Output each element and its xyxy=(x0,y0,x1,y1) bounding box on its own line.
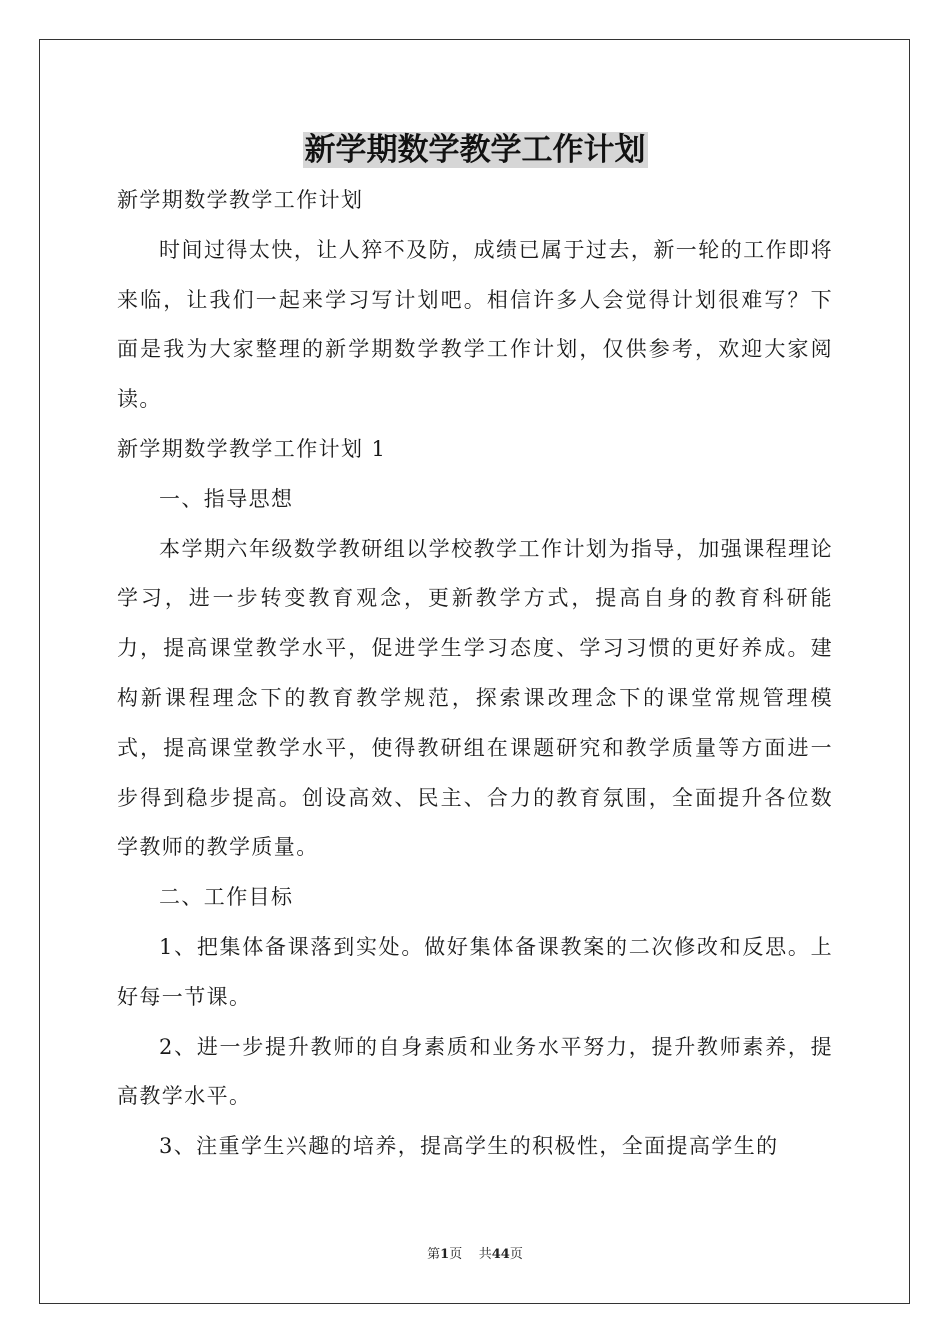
footer-page-prefix: 第 xyxy=(427,1247,441,1262)
paragraph-subtitle: 新学期数学教学工作计划 xyxy=(117,188,364,212)
list-item-goal-1: 1、把集体备课落到实处。做好集体备课教案的二次修改和反思。上好每一节课。 xyxy=(117,934,833,1009)
document-title xyxy=(0,128,950,172)
footer-total-pages: 44 xyxy=(491,1247,510,1262)
heading-guiding-ideology: 一、指导思想 xyxy=(159,486,294,511)
footer-total-suffix: 页 xyxy=(509,1247,523,1262)
page-footer xyxy=(0,1245,950,1265)
paragraph-intro: 时间过得太快，让人猝不及防，成绩已属于过去，新一轮的工作即将来临，让我们一起来学习写计划吧。相信许多人会觉得计划很难写？下面是我为大家整理的新学期数学教学工作计划，仅供参考，欢迎大家阅读。 xyxy=(117,237,833,412)
list-item-goal-2: 2、进一步提升教师的自身素质和业务水平努力，提升教师素养，提高教学水平。 xyxy=(117,1034,833,1109)
footer-page-suffix: 页 xyxy=(449,1247,463,1262)
section-heading-plan-1: 新学期数学教学工作计划 1 xyxy=(117,436,387,461)
footer-total-prefix: 共 xyxy=(478,1247,492,1262)
paragraph-guiding-ideology: 本学期六年级数学教研组以学校教学工作计划为指导，加强课程理论学习，进一步转变教育观念，更新教学方式，提高自身的教育科研能力，提高课堂教学水平，促进学生学习态度、学习习惯的更好养成。建构新课程理念下的教育教学规范，探索课改理念下的课堂常规管理模式，提高课堂教学水平，使得教研组在课题研究和教学质量等方面进一步得到稳步提高。创设高效、民主、合力的教育氛围，全面提升各位数学教师的教学质量。 xyxy=(117,536,833,860)
document-title-text: 新学期数学教学工作计划 xyxy=(304,132,646,168)
footer-page-number: 1 xyxy=(440,1247,450,1262)
list-item-goal-3: 3、注重学生兴趣的培养，提高学生的积极性，全面提高学生的 xyxy=(159,1134,779,1159)
heading-work-goals: 二、工作目标 xyxy=(159,885,294,910)
document-body xyxy=(117,176,833,1172)
